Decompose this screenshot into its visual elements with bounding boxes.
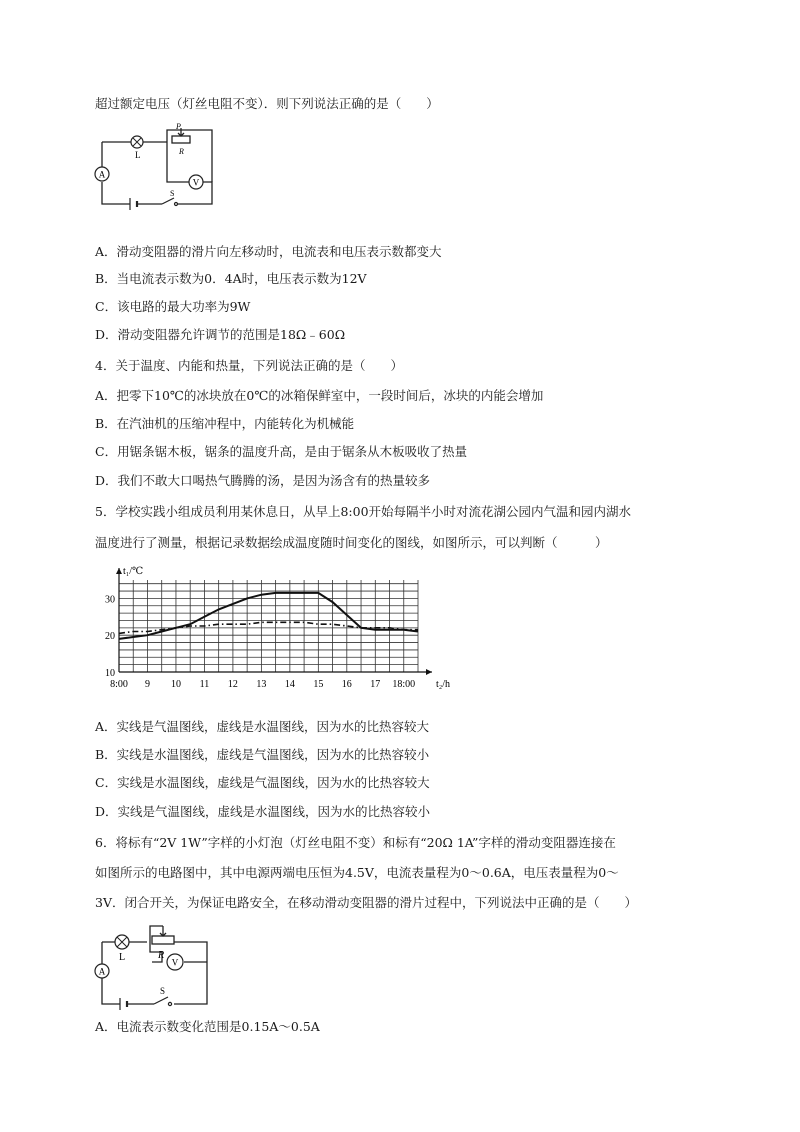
x-tick-label: 12 — [227, 679, 238, 690]
q5-option-a: A．实线是气温图线，虚线是水温图线，因为水的比热容较大 — [95, 719, 430, 734]
q4-option-a: A．把零下10℃的冰块放在0℃的冰箱保鲜室中，一段时间后，冰块的内能会增加 — [95, 388, 544, 403]
ammeter-label: A — [98, 966, 106, 977]
q4-option-b: B．在汽油机的压缩冲程中，内能转化为机械能 — [95, 416, 355, 431]
q3-circuit-diagram — [92, 122, 222, 214]
q6-circuit-diagram — [92, 922, 222, 1014]
q3-option-a: A．滑动变阻器的滑片向左移动时，电流表和电压表示数都变大 — [95, 244, 442, 259]
y-tick-label: 30 — [105, 594, 115, 606]
ammeter-icon — [95, 964, 109, 978]
lamp-icon — [131, 136, 143, 148]
x-tick-label: 18:00 — [392, 679, 416, 690]
q4-option-d: D．我们不敢大口喝热气腾腾的汤，是因为汤含有的热量较多 — [95, 473, 431, 488]
q6-stem-line1: 6．将标有“2V 1W”字样的小灯泡（灯丝电阻不变）和标有“20Ω 1A”字样的滑动变阻器连接在 — [95, 835, 616, 850]
ammeter-label: A — [98, 169, 106, 180]
solid-series-line — [119, 593, 418, 639]
q3-option-d: D．滑动变阻器允许调节的范围是18Ω﹣60Ω — [95, 327, 346, 342]
x-tick-label: 14 — [284, 679, 295, 690]
battery-icon — [120, 998, 127, 1010]
rheostat-label: R — [158, 950, 165, 961]
switch-label: S — [160, 986, 166, 996]
q5-stem-line1: 5．学校实践小组成员利用某休息日，从早上8:00开始每隔半小时对流花湖公园内气温和园内湖水 — [95, 504, 632, 519]
x-tick-label: 13 — [256, 679, 267, 690]
x-axis-arrow — [426, 669, 432, 675]
x-tick-label: 11 — [199, 679, 210, 690]
x-tick-label: 16 — [341, 679, 352, 690]
q3-stem-tail: 超过额定电压（灯丝电阻不变）．则下列说法正确的是（ ） — [95, 96, 439, 111]
switch-icon — [162, 198, 178, 206]
voltmeter-label: V — [192, 177, 200, 188]
voltmeter-icon — [167, 954, 183, 970]
x-tick-label: 15 — [313, 679, 324, 690]
voltmeter-label: V — [171, 957, 179, 968]
temperature-chart — [92, 562, 452, 702]
q5-option-b: B．实线是水温图线，虚线是气温图线，因为水的比热容较小 — [95, 747, 430, 762]
x-tick-label: 10 — [170, 679, 181, 690]
x-tick-label: 17 — [370, 679, 381, 690]
rheostat-label: R — [179, 147, 184, 156]
y-tick-label: 20 — [105, 631, 115, 643]
ammeter-icon — [95, 167, 109, 181]
x-tick-label: 8:00 — [110, 679, 128, 690]
y-axis-label: t₁/℃ — [123, 566, 144, 577]
q4-stem: 4．关于温度、内能和热量，下列说法正确的是（ ） — [95, 358, 403, 373]
q3-option-c: C．该电路的最大功率为9W — [95, 299, 251, 314]
switch-label: S — [170, 189, 175, 198]
lamp-label: L — [119, 952, 126, 963]
voltmeter-icon — [189, 175, 203, 189]
q6-stem-line2: 如图所示的电路图中，其中电源两端电压恒为4.5V，电流表量程为0～0.6A，电压表量程为0～ — [95, 865, 619, 880]
lamp-icon — [115, 935, 129, 949]
q5-option-c: C．实线是水温图线，虚线是气温图线，因为水的比热容较大 — [95, 775, 430, 790]
y-axis-arrow — [116, 568, 122, 574]
q6-option-a: A．电流表示数变化范围是0.15A～0.5A — [95, 1019, 320, 1034]
x-tick-label: 9 — [144, 679, 150, 690]
q3-option-b: B．当电流表示数为0．4A时，电压表示数为12V — [95, 271, 367, 286]
q5-option-d: D．实线是气温图线，虚线是水温图线，因为水的比热容较小 — [95, 804, 431, 819]
x-axis-label: t₂/h — [436, 679, 451, 690]
y-tick-label: 10 — [105, 668, 115, 679]
lamp-label: L — [135, 150, 141, 160]
q4-option-c: C．用锯条锯木板，锯条的温度升高，是由于锯条从木板吸收了热量 — [95, 444, 468, 459]
slider-label: P — [176, 122, 181, 131]
switch-icon — [154, 997, 172, 1006]
q5-stem-line2: 温度进行了测量，根据记录数据绘成温度随时间变化的图线，如图所示，可以判断（ ） — [95, 535, 608, 550]
battery-icon — [130, 198, 137, 210]
q6-stem-line3: 3V．闭合开关，为保证电路安全，在移动滑动变阻器的滑片过程中，下列说法中正确的是（ ） — [95, 895, 637, 910]
